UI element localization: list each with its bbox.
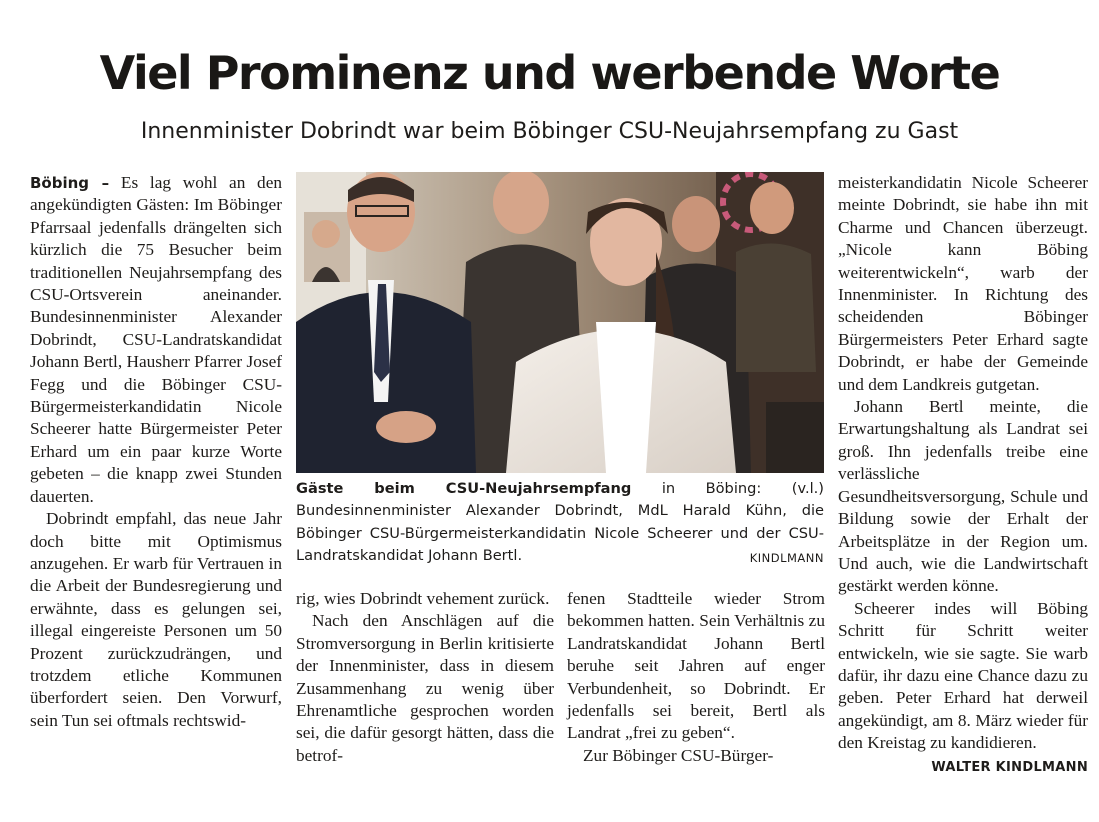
paragraph: rig, wies Dobrindt vehement zurück.	[296, 589, 550, 608]
headline: Viel Prominenz und werbende Worte	[99, 46, 1000, 100]
paragraph: Dobrindt empfahl, das neue Jahr doch bitte mit Optimismus anzugehen. Er warb für Vertrauen in die Arbeit der Bundesregierung und erwähnte, dass es gelungen sei, illegal eingereiste Personen um 50 Prozent zurückzudrängen, und trotzdem etliche Kommunen überfordert seien. Den Vorwurf, sein Tun sei oftmals rechtswid-	[30, 509, 282, 730]
paragraph: Nach den Anschlägen auf die Stromversorgung in Berlin kritisierte der Innenminister, dass in diesem Zusammenhang zu wenig über Ehrenamtliche gesprochen worden sei, die dafür gesorgt hätten, dass die betrof-	[296, 611, 554, 765]
dateline: Böbing –	[30, 174, 110, 192]
paragraph: meisterkandidatin Nicole Scheerer meinte Dobrindt, sie habe ihn mit Charme und Chancen überzeugt. „Nicole kann Böbing weiterentwickeln“, warb der Innenminister. In Richtung des scheidenden Böbinger Bürgermeisters Peter Erhard sagte Dobrindt, er habe der Gemeinde und dem Landkreis gutgetan.	[838, 173, 1088, 394]
photo-illustration	[296, 172, 824, 473]
paragraph-text: Es lag wohl an den angekündigten Gästen: Im Böbinger Pfarrsaal jedenfalls drängelten sich kürzlich die 75 Besucher beim traditionellen Neujahrsempfang des CSU-Ortsverein aneinander. Bundesinnenminister Alexander Dobrindt, CSU-Landratskandidat Johann Bertl, Hausherr Pfarrer Josef Fegg und die Böbinger CSU-Bürgermeisterkandidatin Nicole Scheerer hatte Bürgermeister Peter Erhard um ein paar kurze Worte gebeten – die knapp zwei Stunden dauerten.	[30, 173, 283, 506]
column-1	[30, 172, 282, 732]
paragraph	[30, 172, 282, 508]
photo-credit: KINDLMANN	[749, 551, 824, 566]
caption-lead: Gäste beim CSU-Neujahrsempfang	[296, 480, 632, 497]
author-byline: WALTER KINDLMANN	[931, 759, 1088, 775]
paragraph	[838, 598, 1088, 775]
column-4	[838, 172, 1088, 779]
paragraph: fenen Stadtteile wieder Strom bekommen hatten. Sein Verhältnis zu Landratskandidat Johann Bertl beruhe seit Jahren auf enger Verbundenheit, so Dobrindt. Er jedenfalls sei bereit, Bertl als Landrat „frei zu geben“.	[567, 589, 825, 743]
column-2	[296, 588, 554, 767]
column-3	[567, 588, 825, 767]
paragraph-text: Scheerer indes will Böbing Schritt für Schritt weiter entwickeln, wie sie sagte. Sie warb dafür, ihr dazu eine Chance dazu zu geben. Peter Erhard hat derweil angekündigt, am 8. März wieder für den Kreistag zu kandidieren.	[838, 598, 1088, 753]
event-photo	[296, 172, 824, 473]
paragraph: Zur Böbinger CSU-Bürger-	[583, 745, 774, 765]
subheadline: Innenminister Dobrindt war beim Böbinger CSU-Neujahrsempfang zu Gast	[140, 119, 959, 144]
paragraph: Johann Bertl meinte, die Erwartungshaltung als Landrat sei groß. Ihn jedenfalls treibe eine verlässliche Gesundheitsversorgung, Schule und Bildung sowie der Erhalt der Arbeitsplätze in der Region um. Und auch, wie die Landwirtschaft gestärkt werden könne.	[838, 397, 1088, 596]
caption-text: in Böbing: (v.l.) Bundesinnenminister Alexander Dobrindt, MdL Harald Kühn, die Böbinger CSU-Bürgermeisterkandidatin Nicole Scheerer und der CSU-Landratskandidat Johann Bertl.	[296, 480, 824, 565]
photo-caption	[296, 478, 824, 570]
